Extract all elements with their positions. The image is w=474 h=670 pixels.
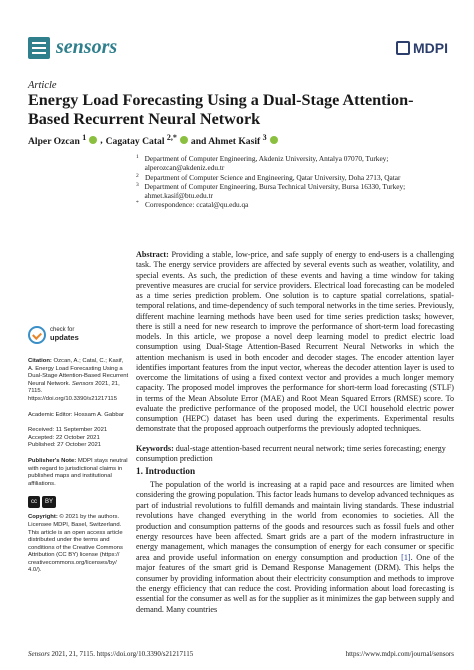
copyright: Copyright: © 2021 by the authors. Licensee MDPI, Basel, Switzerland. This article is an open access article distributed under the terms and conditions of the Creative Commons Attribution (CC BY) license (https:// creativecommons.org/licenses/by/ 4.0/).	[28, 514, 123, 574]
introduction-paragraph: The population of the world is increasing at a rapid pace and resources are limited when considering the growing population. This factor leads humans to develop advanced techniques as part of industrial revolutions to fulfill demands and maintain living standards. These industrial revolutions have changed everything in the world from economies to societies. All the production and consumption patterns of the goods and resources such as fossil fuels and other energy resources have been affected. Smart grids are a part of the modern infrastructure in energy management, which manages the consumption of energy for each consumer or specific area and provide useful information on energy consumption and production [1]. One of the major features of the smart grid is Demand Response Management (DRM). This helps the consumer by providing information about their electricity consumption and methods to improve the energy efficiency that can reduce the cost. Providing information about load forecasting is essential for the consumer as well as for the supplier as it minimizes the gap between supply and demand. Many countries	[136, 480, 454, 614]
author-3[interactable]: and Ahmet Kasif $^3$	[190, 133, 267, 148]
article-sidebar	[28, 326, 130, 575]
journal-logo-icon	[28, 37, 50, 59]
reference-link[interactable]: [1]	[401, 552, 411, 562]
article-type: Article	[28, 80, 57, 91]
cc-icon: cc	[28, 496, 40, 508]
publisher-note: Publisher's Note: MDPI stays neutral with regard to jurisdictional claims in published maps and institutional affiliations.	[28, 457, 128, 487]
publisher-logo[interactable]	[396, 40, 448, 56]
dates: Received: 11 September 2021 Accepted: 22 October 2021 Published: 27 October 2021	[28, 427, 108, 449]
by-icon: BY	[42, 496, 56, 508]
keywords	[136, 444, 454, 465]
journal-name: sensors	[56, 36, 118, 58]
publisher-logo-icon	[396, 41, 410, 55]
correspondence: * Correspondence: ccatal@qu.edu.qa	[136, 200, 249, 210]
article-title: Energy Load Forecasting Using a Dual-Stage Attention-Based Recurrent Neural Network	[28, 91, 414, 128]
orcid-icon[interactable]	[180, 136, 188, 144]
abstract-text: Providing a stable, low-price, and safe supply of energy to end-users is a challenging task. The energy service providers are affected by several events such as weather, volatility, and special events. As such, the prediction of these events and having a time window for taking preventive measures are crucial for service providers. Electrical load forecasting can be modeled as a time series prediction problem. One solution is to capture spatial correlations, spatial-temporal relations, and time-dependency of such temporal networks in the time series. Previously, different machine learning methods have been used for time series prediction tasks; however, there is still a need for new research to improve the performance of short-term load forecasting models. In this article, we propose a novel deep learning model to predict electric load consumption using Dual-Stage Attention-Based Recurrent Neural Networks in which the attention mechanism is used in both encoder and decoder stages. The encoder attention layer identifies important features from the input vector, whereas the decoder attention layer is used to overcome the limitations of using a fixed context vector and provides a much longer memory capacity. The proposed model improves the performance for short-term load forecasting (STLF) in terms of the Mean Absolute Error (MAE) and Root Mean Squared Errors (RMSE) score. To evaluate the predictive performance of the proposed model, the UCI household electric power consumption (HEPC) dataset has been used during the experiments. Experimental results demonstrate that the proposed approach outperforms the previously adopted techniques.	[136, 250, 454, 434]
author-1[interactable]: Alper Ozcan $^1$	[28, 133, 87, 148]
author-2[interactable]: Cagatay Catal $^{2,*}$	[105, 133, 177, 148]
keywords-text: dual-stage attention-based recurrent neural network; time series forecasting; energy consumption prediction	[136, 444, 446, 464]
citation: Citation: Ozcan, A.; Catal, C.; Kasif, A. Energy Load Forecasting Using a Dual-Stage Attention-Based Recurrent Neural Network. Sensors 2021, 21, 7115. https://doi.org/10.3390/s21217115	[28, 358, 129, 402]
abstract	[136, 250, 454, 435]
orcid-icon[interactable]	[89, 136, 97, 144]
affiliation: 2 Department of Computer Science and Engineering, Qatar University, Doha 2713, Qatar	[136, 172, 401, 182]
affiliation: 1 Department of Computer Engineering, Akdeniz University, Antalya 07070, Turkey; alperozcan@akdeniz.edu.tr	[136, 154, 389, 173]
check-updates-icon	[28, 326, 46, 344]
keywords-label: Keywords:	[136, 444, 174, 453]
check-for-updates-button[interactable]: check for updates	[28, 326, 130, 344]
affiliation: 3 Department of Computer Engineering, Bursa Technical University, Bursa 16330, Turkey; ahmet.kasif@btu.edu.tr	[136, 181, 406, 201]
publisher-name: MDPI	[413, 40, 448, 56]
doi-link[interactable]: 2021, 21, 7115. https://doi.org/10.3390/s21217115	[28, 380, 120, 402]
academic-editor: Academic Editor: Hossam A. Gabbar	[28, 411, 124, 418]
cc-license-badge[interactable]	[28, 496, 130, 508]
abstract-label: Abstract:	[136, 250, 169, 259]
journal-logo[interactable]	[28, 36, 117, 59]
orcid-icon[interactable]	[270, 136, 278, 144]
section-heading: 1. Introduction	[136, 466, 196, 476]
footer-citation: Sensors 2021, 21, 7115. https://doi.org/10.3390/s21217115	[28, 650, 194, 658]
footer-journal-link[interactable]: https://www.mdpi.com/journal/sensors	[345, 650, 454, 658]
page-footer	[28, 650, 454, 658]
author-list: Alper Ozcan $^1$ , Cagatay Catal $^{2,*}$ and Ahmet Kasif $^3$	[28, 133, 278, 147]
affiliations	[136, 154, 456, 210]
